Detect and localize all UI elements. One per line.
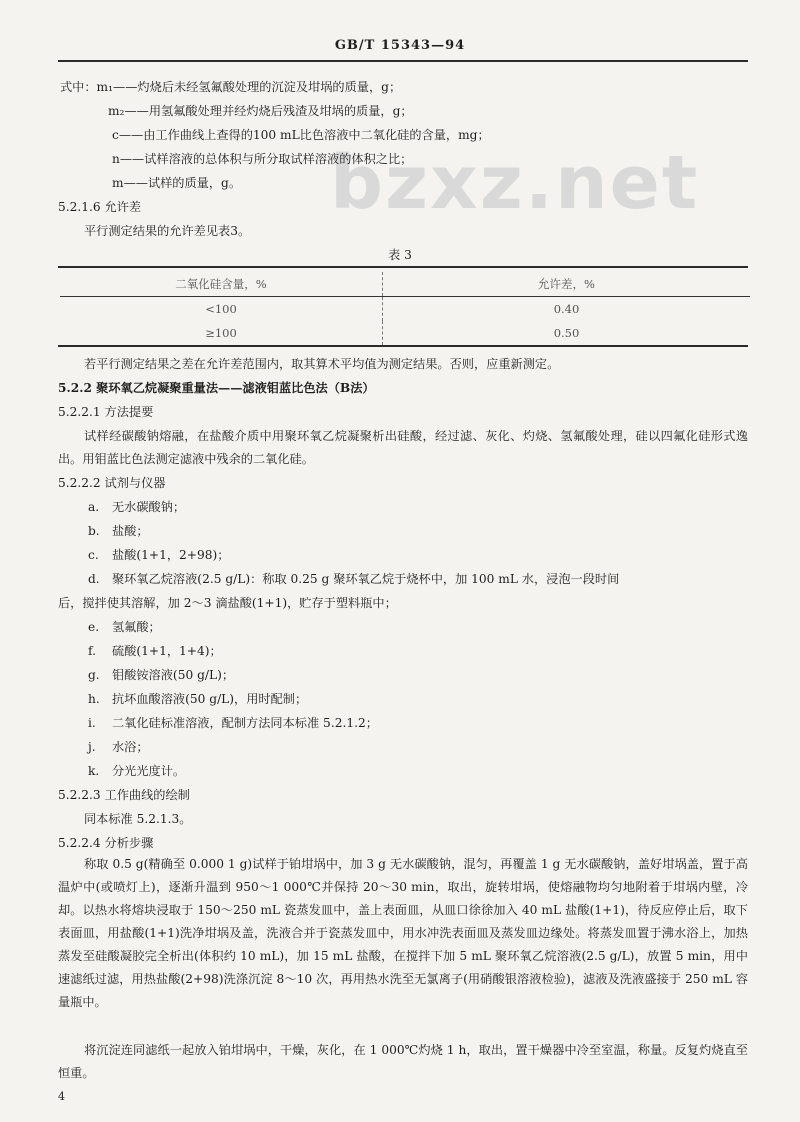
procedure-paragraph: 称取 0.5 g(精确至 0.000 1 g)试样于铂坩埚中，加 3 g 无水碳酸钠，混匀，再覆盖 1 g 无水碳酸钠，盖好坩埚盖，置于高温炉中(或喷灯上)，逐渐升温到 950～1 000℃并保持 20～30 min，取出，旋转坩埚，使熔融物均匀地附着于坩埚内壁，冷却。以热水将熔块浸取于 150～250 mL 瓷蒸发皿中，盖上表面皿，从皿口徐徐加入 40 mL 盐酸(1+1)，待反应停止后，取下表面皿，用盐酸(1+1)洗净坩埚及盖，洗液合并于瓷蒸发皿中，用水冲洗表面皿及蒸发皿边缘处。将蒸发皿置于沸水浴上，加热蒸发至硅酸凝胶完全析出(体积约 10 mL)，加 15 mL 盐酸，在搅拌下加 5 mL 聚环氧乙烷溶液(2.5 g/L)，放置 5 min，用中速滤纸过滤，用热盐酸(2+98)洗涤沉淀 8～10 次，再用热水洗至无氯离子(用硝酸银溶液检验)，滤液及洗液盛接于 250 mL 容量瓶中。 [58,857,748,1009]
table-caption: 表 3 [388,248,412,262]
list-item: k. 分光光度计。 [88,764,186,778]
procedure-paragraph: 将沉淀连同滤纸一起放入铂坩埚中，干燥，灰化，在 1 000℃灼烧 1 h，取出，置干燥器中冷至室温，称量。反复灼烧直至恒重。 [58,1043,748,1080]
list-item: i. 二氧化硅标准溶液，配制方法同本标准 5.2.1.2； [88,716,378,730]
section-heading-5224: 5.2.2.4 分析步骤 [58,836,154,850]
list-item: g. 钼酸铵溶液(50 g/L)； [88,668,235,682]
list-item: f. 硫酸(1+1，1+4)； [88,644,222,658]
list-item: j. 水浴； [88,740,149,754]
result-note: 若平行测定结果之差在允许差范围内，取其算术平均值为测定结果。否则，应重新测定。 [84,357,560,371]
table-cell: ≥100 [60,321,383,345]
symbol-row: n——试样溶液的总体积与所分取试样溶液的体积之比； [112,152,413,166]
section-heading-5216: 5.2.1.6 允许差 [58,200,142,214]
symbol-row: c——由工作曲线上查得的100 mL比色溶液中二氧化硅的含量，mg； [112,128,490,142]
header-rule [58,60,748,62]
list-item: e. 氢氟酸； [88,620,161,634]
symbol-row: m₂——用氢氟酸处理并经灼烧后残渣及坩埚的质量，g； [108,104,413,118]
table-row [60,297,750,322]
table-cell: 0.40 [553,302,580,316]
section-heading-5221: 5.2.2.1 方法提要 [58,405,154,419]
section-text-5223: 同本标准 5.2.1.3。 [84,812,192,826]
table-cell: 0.50 [553,326,580,340]
section-heading-522: 5.2.2 聚环氧乙烷凝聚重量法——滤液钼蓝比色法（B法） [58,381,375,395]
list-item: h. 抗坏血酸溶液(50 g/L)，用时配制； [88,692,308,706]
table-cell: <100 [60,297,383,322]
list-item-continuation: 后，搅拌使其溶解，加 2～3 滴盐酸(1+1)，贮存于塑料瓶中； [58,596,397,610]
symbol-row: 式中：m₁——灼烧后未经氢氟酸处理的沉淀及坩埚的质量，g； [60,80,402,94]
list-item: a. 无水碳酸钠； [88,500,186,514]
section-text-5221: 试样经碳酸钠熔融，在盐酸介质中用聚环氧乙烷凝聚析出硅酸，经过滤、灰化、灼烧、氢氟酸处理，硅以四氟化硅形式逸出。用钼蓝比色法测定滤液中残余的二氧化硅。 [58,429,748,466]
table-header-cell: 二氧化硅含量，% [60,272,383,297]
table-row [60,321,750,345]
section-heading-5223: 5.2.2.3 工作曲线的绘制 [58,788,190,802]
section-heading-5222: 5.2.2.2 试剂与仪器 [58,476,166,490]
watermark: bzxz.net [330,140,700,226]
list-item: c. 盐酸(1+1，2+98)； [88,548,230,562]
symbol-row: m——试样的质量，g。 [112,176,242,190]
table-bottom-rule [58,345,748,347]
table-top-rule [58,266,748,268]
page-number: 4 [58,1090,65,1103]
list-item: b. 盐酸； [88,524,149,538]
table-header-row [60,272,750,297]
table-header-cell: 允许差，% [383,272,751,297]
table-3 [60,272,750,345]
list-item: d. 聚环氧乙烷溶液(2.5 g/L)：称取 0.25 g 聚环氧乙烷于烧杯中，加 100 mL 水，浸泡一段时间 [88,572,620,586]
section-text-5216: 平行测定结果的允许差见表3。 [84,224,251,238]
standard-code-header: GB/T 15343—94 [334,38,466,53]
